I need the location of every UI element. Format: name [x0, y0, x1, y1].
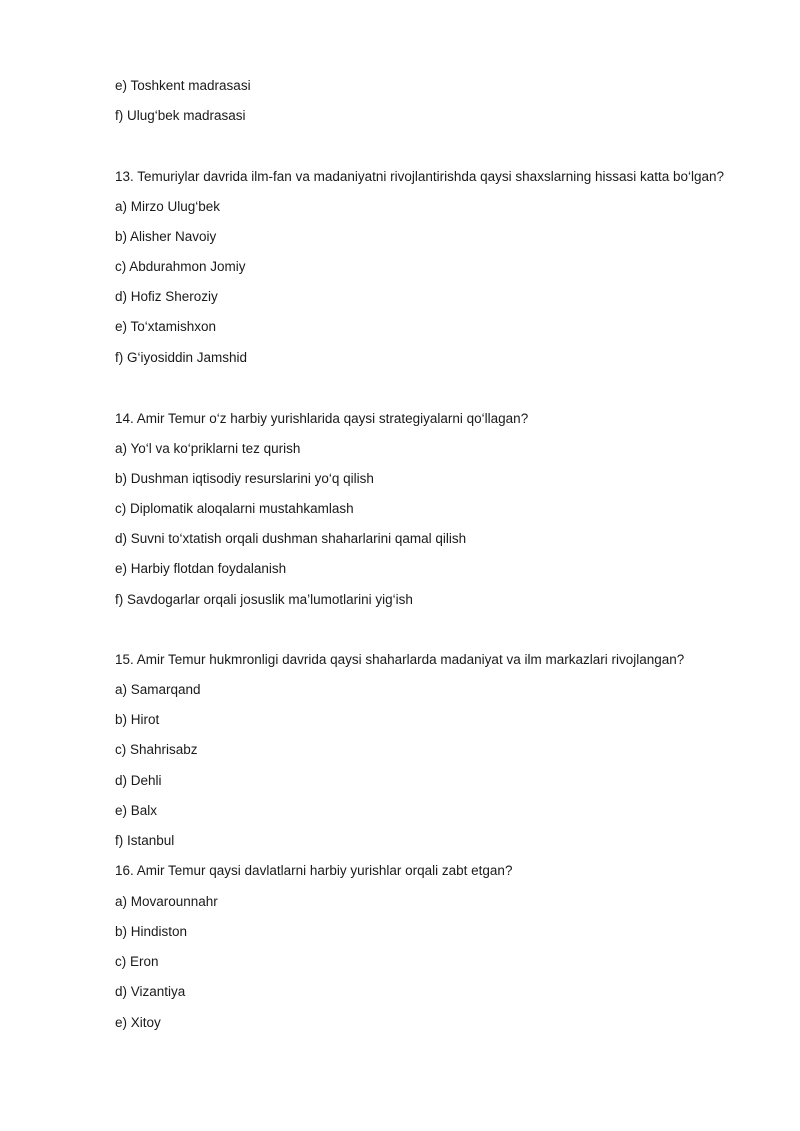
question-13-text: 13. Temuriylar davrida ilm-fan va madaniyatni rivojlantirishda qaysi shaxslarning hissasi katta bo‘lgan?: [115, 169, 725, 184]
option-text: c) Diplomatik aloqalarni mustahkamlash: [115, 501, 354, 516]
question-15-text: 15. Amir Temur hukmronligi davrida qaysi shaharlarda madaniyat va ilm markazlari rivojlangan?: [115, 652, 685, 667]
option-text: c) Eron: [115, 954, 159, 969]
option-text: f) Istanbul: [115, 833, 175, 848]
option-text: d) Hofiz Sheroziy: [115, 289, 218, 304]
option-text: f) Savdogarlar orqali josuslik ma’lumotlarini yig‘ish: [115, 592, 413, 607]
option-text: e) Toshkent madrasasi: [115, 78, 251, 93]
option-text: a) Movarounnahr: [115, 894, 218, 909]
option-text: e) To‘xtamishxon: [115, 319, 217, 334]
option-text: b) Hirot: [115, 712, 160, 727]
option-text: d) Vizantiya: [115, 984, 186, 999]
option-text: a) Mirzo Ulug‘bek: [115, 199, 221, 214]
option-text: d) Dehli: [115, 773, 162, 788]
option-text: d) Suvni to‘xtatish orqali dushman shaharlarini qamal qilish: [115, 531, 467, 546]
option-text: a) Samarqand: [115, 682, 201, 697]
option-text: f) Ulug‘bek madrasasi: [115, 108, 246, 123]
option-text: e) Xitoy: [115, 1015, 161, 1030]
option-text: b) Alisher Navoiy: [115, 229, 217, 244]
option-text: e) Harbiy flotdan foydalanish: [115, 561, 287, 576]
option-text: b) Dushman iqtisodiy resurslarini yo‘q qilish: [115, 471, 374, 486]
option-text: c) Abdurahmon Jomiy: [115, 259, 246, 274]
question-14-text: 14. Amir Temur o‘z harbiy yurishlarida qaysi strategiyalarni qo‘llagan?: [115, 411, 529, 426]
option-text: a) Yo‘l va ko‘priklarni tez qurish: [115, 441, 301, 456]
option-text: c) Shahrisabz: [115, 742, 198, 757]
option-text: e) Balx: [115, 803, 158, 818]
question-16-text: 16. Amir Temur qaysi davlatlarni harbiy yurishlar orqali zabt etgan?: [115, 863, 513, 878]
option-text: b) Hindiston: [115, 924, 188, 939]
option-text: f) G‘iyosiddin Jamshid: [115, 350, 248, 365]
